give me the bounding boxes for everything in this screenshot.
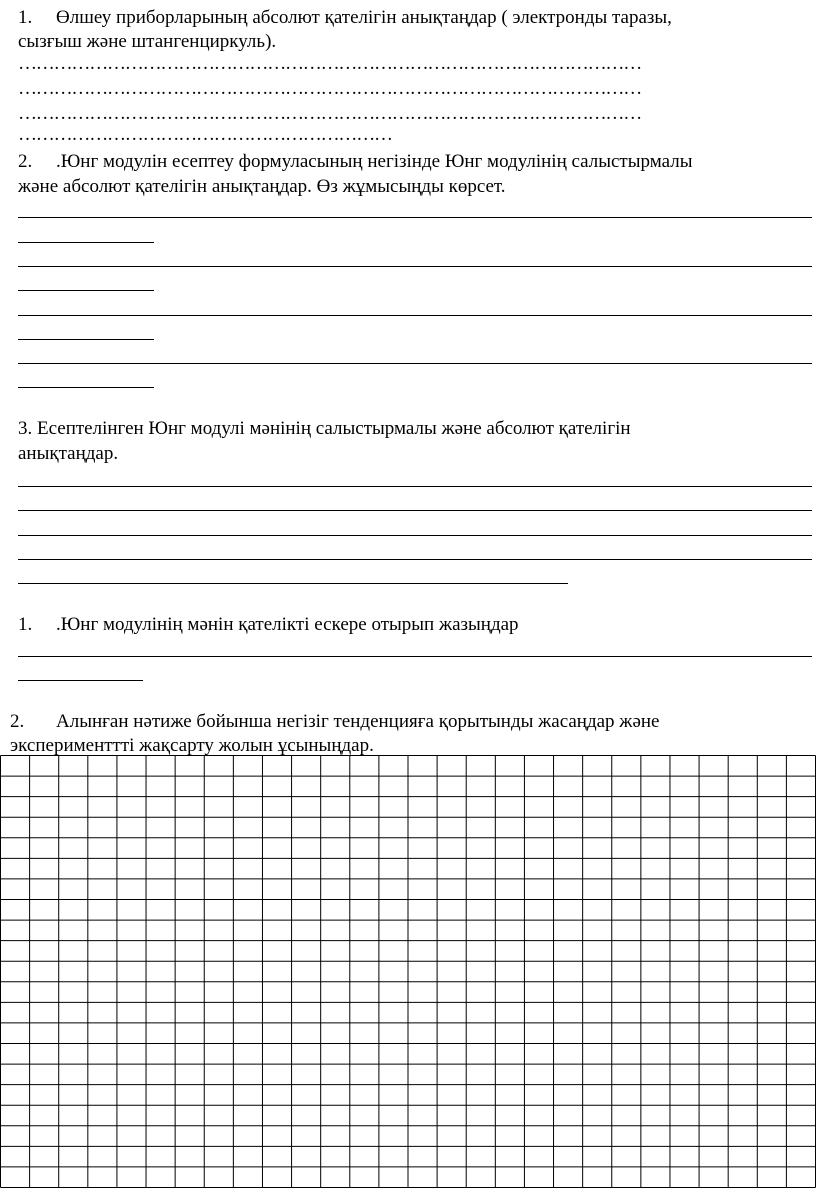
question-4-number: 1. — [18, 614, 33, 635]
answer-line — [18, 266, 812, 267]
question-5-number: 2. — [10, 711, 25, 732]
answer-line — [18, 363, 812, 364]
answer-line — [18, 387, 154, 388]
question-5-line-1: Алынған нәтиже бойынша негізіг тенденцияға қорытынды жасаңдар және — [56, 711, 660, 732]
answer-line — [18, 656, 812, 657]
answer-line — [18, 242, 154, 243]
answer-line — [18, 583, 568, 584]
question-4 — [18, 612, 519, 638]
answer-line — [18, 680, 143, 681]
answer-line — [18, 290, 154, 291]
question-1 — [18, 5, 672, 31]
answer-line — [18, 559, 812, 560]
question-4-line-1: .Юнг модулінің мәнін қателікті ескере отырып жазыңдар — [56, 614, 519, 635]
answer-line — [18, 510, 812, 511]
answer-dots-3: …………………………………………………………………………………………… — [18, 104, 642, 124]
question-2-number: 2. — [18, 151, 33, 172]
question-1-number: 1. — [18, 7, 33, 28]
question-2-line-2: және абсолют қателігін анықтаңдар. Өз жұмысыңды көрсет. — [18, 176, 506, 197]
question-1-line-1: Өлшеу приборларының абсолют қателігін анықтаңдар ( электронды таразы, — [56, 7, 672, 28]
answer-line — [18, 315, 812, 316]
answer-line — [18, 339, 154, 340]
answer-dots-2: …………………………………………………………………………………………… — [18, 79, 642, 99]
answer-line — [18, 217, 812, 218]
answer-line — [18, 486, 812, 487]
answer-line — [18, 535, 812, 536]
graph-paper-grid — [0, 755, 816, 1188]
question-3-line-2: анықтаңдар. — [18, 443, 119, 464]
answer-dots-1: …………………………………………………………………………………………… — [18, 54, 642, 74]
question-5 — [10, 709, 659, 735]
question-5-line-2: эксперименттті жақсарту жолын ұсыныңдар. — [10, 735, 374, 756]
answer-dots-4: ……………………………………………………… — [18, 125, 392, 145]
question-2 — [18, 149, 692, 175]
question-1-line-2: сызғыш және штангенциркуль). — [18, 31, 277, 52]
question-2-line-1: .Юнг модулін есептеу формуласының негізінде Юнг модулінің салыстырмалы — [56, 151, 693, 172]
question-3-line-1: 3. Есептелінген Юнг модулі мәнінің салыстырмалы және абсолют қателігін — [18, 418, 631, 439]
